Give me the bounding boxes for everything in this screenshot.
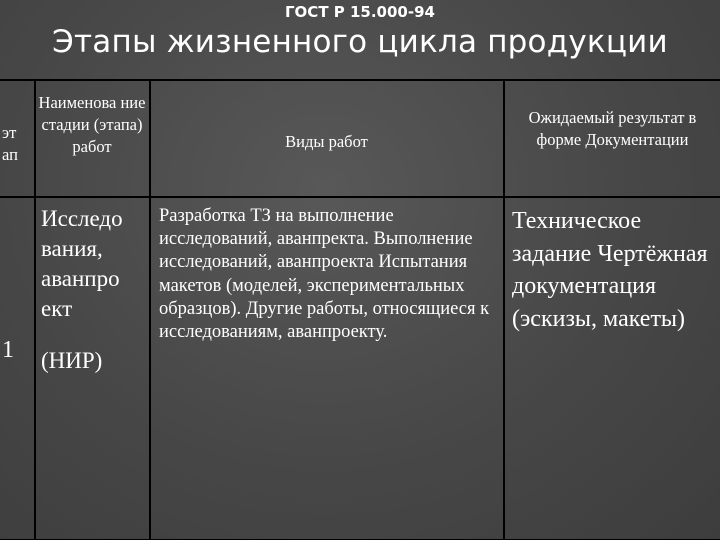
- column-header-result: Ожидаемый результат в форме Документации: [528, 108, 697, 149]
- column-header-number: эт ап: [2, 123, 18, 164]
- column-header-stage-name: Наименова ние стадии (этапа) работ: [38, 93, 146, 156]
- stage-name-cell: [41, 204, 153, 376]
- slide-title: Этапы жизненного цикла продукции: [52, 24, 668, 60]
- column-header-works: Виды работ: [285, 132, 368, 151]
- stage-name: Исследо вания, аванпро ект: [41, 206, 123, 321]
- works-cell: Разработка ТЗ на выполнение исследований, аванпректа. Выполнение исследований, аванпроекта Испытания макетов (моделей, экспериментальных образцов). Другие работы, относящиеся к исследованиям, аванпроекту.: [159, 206, 490, 343]
- standard-label: ГОСТ Р 15.000-94: [285, 3, 435, 21]
- stage-abbreviation: (НИР): [41, 348, 103, 373]
- result-cell: Техническое задание Чертёжная документация (эскизы, макеты): [512, 208, 708, 332]
- row-number: 1: [2, 337, 14, 363]
